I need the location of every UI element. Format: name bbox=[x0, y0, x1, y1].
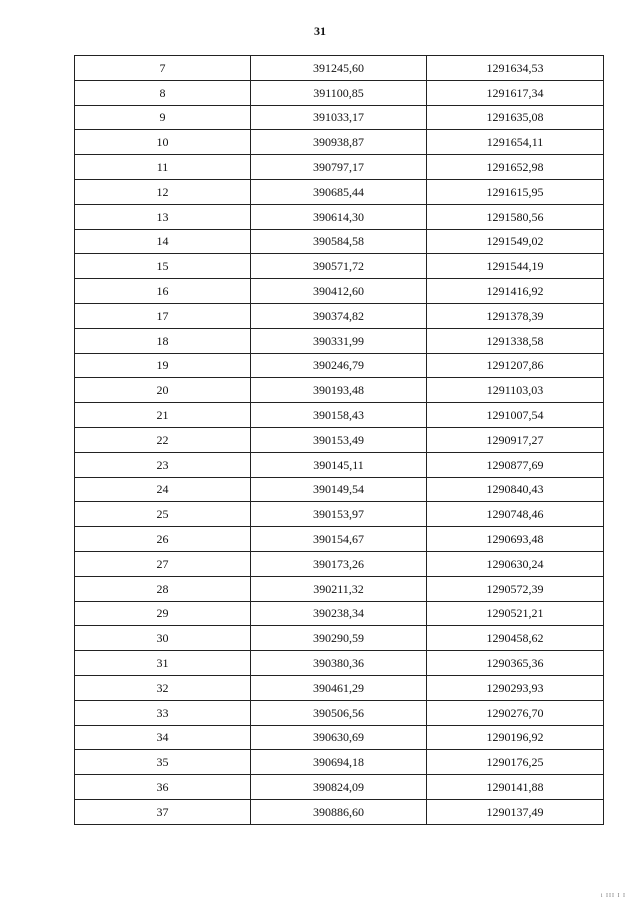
table-row bbox=[75, 527, 604, 552]
x-coordinate-cell: 390614,30 bbox=[251, 204, 427, 229]
x-coordinate-cell: 390685,44 bbox=[251, 179, 427, 204]
y-coordinate-cell: 1290877,69 bbox=[427, 452, 604, 477]
y-coordinate-cell: 1291103,03 bbox=[427, 378, 604, 403]
table-row bbox=[75, 80, 604, 105]
point-number-cell: 31 bbox=[75, 651, 251, 676]
y-coordinate-cell: 1291207,86 bbox=[427, 353, 604, 378]
point-number-cell: 30 bbox=[75, 626, 251, 651]
point-number-cell: 11 bbox=[75, 155, 251, 180]
y-coordinate-cell: 1290458,62 bbox=[427, 626, 604, 651]
x-coordinate-cell: 390149,54 bbox=[251, 477, 427, 502]
x-coordinate-cell: 390145,11 bbox=[251, 452, 427, 477]
point-number-cell: 35 bbox=[75, 750, 251, 775]
x-coordinate-cell: 390153,97 bbox=[251, 502, 427, 527]
point-number-cell: 25 bbox=[75, 502, 251, 527]
point-number-cell: 22 bbox=[75, 427, 251, 452]
x-coordinate-cell: 390380,36 bbox=[251, 651, 427, 676]
x-coordinate-cell: 391033,17 bbox=[251, 105, 427, 130]
table-row bbox=[75, 427, 604, 452]
y-coordinate-cell: 1291007,54 bbox=[427, 403, 604, 428]
table-row bbox=[75, 775, 604, 800]
point-number-cell: 17 bbox=[75, 303, 251, 328]
table-row bbox=[75, 576, 604, 601]
point-number-cell: 24 bbox=[75, 477, 251, 502]
table-row bbox=[75, 626, 604, 651]
y-coordinate-cell: 1290840,43 bbox=[427, 477, 604, 502]
table-row bbox=[75, 130, 604, 155]
table-row bbox=[75, 328, 604, 353]
point-number-cell: 26 bbox=[75, 527, 251, 552]
y-coordinate-cell: 1291416,92 bbox=[427, 279, 604, 304]
point-number-cell: 14 bbox=[75, 229, 251, 254]
point-number-cell: 8 bbox=[75, 80, 251, 105]
point-number-cell: 20 bbox=[75, 378, 251, 403]
x-coordinate-cell: 390506,56 bbox=[251, 700, 427, 725]
table-row bbox=[75, 601, 604, 626]
y-coordinate-cell: 1290196,92 bbox=[427, 725, 604, 750]
point-number-cell: 34 bbox=[75, 725, 251, 750]
y-coordinate-cell: 1290137,49 bbox=[427, 799, 604, 824]
y-coordinate-cell: 1291544,19 bbox=[427, 254, 604, 279]
y-coordinate-cell: 1290748,46 bbox=[427, 502, 604, 527]
point-number-cell: 16 bbox=[75, 279, 251, 304]
x-coordinate-cell: 390886,60 bbox=[251, 799, 427, 824]
table-row bbox=[75, 452, 604, 477]
y-coordinate-cell: 1290917,27 bbox=[427, 427, 604, 452]
table-row bbox=[75, 229, 604, 254]
x-coordinate-cell: 390824,09 bbox=[251, 775, 427, 800]
page-number: 31 bbox=[314, 24, 326, 38]
table-row bbox=[75, 56, 604, 81]
y-coordinate-cell: 1290572,39 bbox=[427, 576, 604, 601]
point-number-cell: 33 bbox=[75, 700, 251, 725]
x-coordinate-cell: 390797,17 bbox=[251, 155, 427, 180]
y-coordinate-cell: 1290521,21 bbox=[427, 601, 604, 626]
table-row bbox=[75, 105, 604, 130]
x-coordinate-cell: 390290,59 bbox=[251, 626, 427, 651]
point-number-cell: 12 bbox=[75, 179, 251, 204]
x-coordinate-cell: 390938,87 bbox=[251, 130, 427, 155]
x-coordinate-cell: 390694,18 bbox=[251, 750, 427, 775]
point-number-cell: 19 bbox=[75, 353, 251, 378]
point-number-cell: 18 bbox=[75, 328, 251, 353]
table-row bbox=[75, 378, 604, 403]
table-row bbox=[75, 303, 604, 328]
table-row bbox=[75, 254, 604, 279]
table-row bbox=[75, 155, 604, 180]
table-row bbox=[75, 353, 604, 378]
point-number-cell: 9 bbox=[75, 105, 251, 130]
footer-mark: і ІІІ І І bbox=[600, 893, 626, 899]
y-coordinate-cell: 1291615,95 bbox=[427, 179, 604, 204]
x-coordinate-cell: 390158,43 bbox=[251, 403, 427, 428]
point-number-cell: 37 bbox=[75, 799, 251, 824]
table-row bbox=[75, 403, 604, 428]
x-coordinate-cell: 390246,79 bbox=[251, 353, 427, 378]
x-coordinate-cell: 390193,48 bbox=[251, 378, 427, 403]
y-coordinate-cell: 1290693,48 bbox=[427, 527, 604, 552]
y-coordinate-cell: 1291378,39 bbox=[427, 303, 604, 328]
x-coordinate-cell: 391100,85 bbox=[251, 80, 427, 105]
y-coordinate-cell: 1291549,02 bbox=[427, 229, 604, 254]
table-row bbox=[75, 675, 604, 700]
x-coordinate-cell: 390461,29 bbox=[251, 675, 427, 700]
point-number-cell: 13 bbox=[75, 204, 251, 229]
x-coordinate-cell: 390374,82 bbox=[251, 303, 427, 328]
point-number-cell: 7 bbox=[75, 56, 251, 81]
y-coordinate-cell: 1290276,70 bbox=[427, 700, 604, 725]
table-row bbox=[75, 477, 604, 502]
x-coordinate-cell: 390173,26 bbox=[251, 551, 427, 576]
table-row bbox=[75, 700, 604, 725]
y-coordinate-cell: 1291338,58 bbox=[427, 328, 604, 353]
y-coordinate-cell: 1290293,93 bbox=[427, 675, 604, 700]
y-coordinate-cell: 1290365,36 bbox=[427, 651, 604, 676]
x-coordinate-cell: 390584,58 bbox=[251, 229, 427, 254]
x-coordinate-cell: 390154,67 bbox=[251, 527, 427, 552]
table-row bbox=[75, 502, 604, 527]
x-coordinate-cell: 390571,72 bbox=[251, 254, 427, 279]
point-number-cell: 29 bbox=[75, 601, 251, 626]
point-number-cell: 28 bbox=[75, 576, 251, 601]
y-coordinate-cell: 1291580,56 bbox=[427, 204, 604, 229]
point-number-cell: 15 bbox=[75, 254, 251, 279]
x-coordinate-cell: 390412,60 bbox=[251, 279, 427, 304]
point-number-cell: 21 bbox=[75, 403, 251, 428]
y-coordinate-cell: 1290176,25 bbox=[427, 750, 604, 775]
table-row bbox=[75, 204, 604, 229]
coordinates-table-body bbox=[75, 56, 604, 825]
table-row bbox=[75, 651, 604, 676]
point-number-cell: 23 bbox=[75, 452, 251, 477]
x-coordinate-cell: 390211,32 bbox=[251, 576, 427, 601]
x-coordinate-cell: 390331,99 bbox=[251, 328, 427, 353]
point-number-cell: 10 bbox=[75, 130, 251, 155]
point-number-cell: 27 bbox=[75, 551, 251, 576]
coordinates-table bbox=[74, 55, 604, 825]
table-row bbox=[75, 279, 604, 304]
point-number-cell: 32 bbox=[75, 675, 251, 700]
table-row bbox=[75, 799, 604, 824]
y-coordinate-cell: 1291652,98 bbox=[427, 155, 604, 180]
y-coordinate-cell: 1291617,34 bbox=[427, 80, 604, 105]
table-row bbox=[75, 750, 604, 775]
y-coordinate-cell: 1291634,53 bbox=[427, 56, 604, 81]
x-coordinate-cell: 390153,49 bbox=[251, 427, 427, 452]
y-coordinate-cell: 1291635,08 bbox=[427, 105, 604, 130]
y-coordinate-cell: 1291654,11 bbox=[427, 130, 604, 155]
x-coordinate-cell: 391245,60 bbox=[251, 56, 427, 81]
x-coordinate-cell: 390238,34 bbox=[251, 601, 427, 626]
y-coordinate-cell: 1290630,24 bbox=[427, 551, 604, 576]
table-row bbox=[75, 551, 604, 576]
table-row bbox=[75, 179, 604, 204]
y-coordinate-cell: 1290141,88 bbox=[427, 775, 604, 800]
table-row bbox=[75, 725, 604, 750]
x-coordinate-cell: 390630,69 bbox=[251, 725, 427, 750]
point-number-cell: 36 bbox=[75, 775, 251, 800]
